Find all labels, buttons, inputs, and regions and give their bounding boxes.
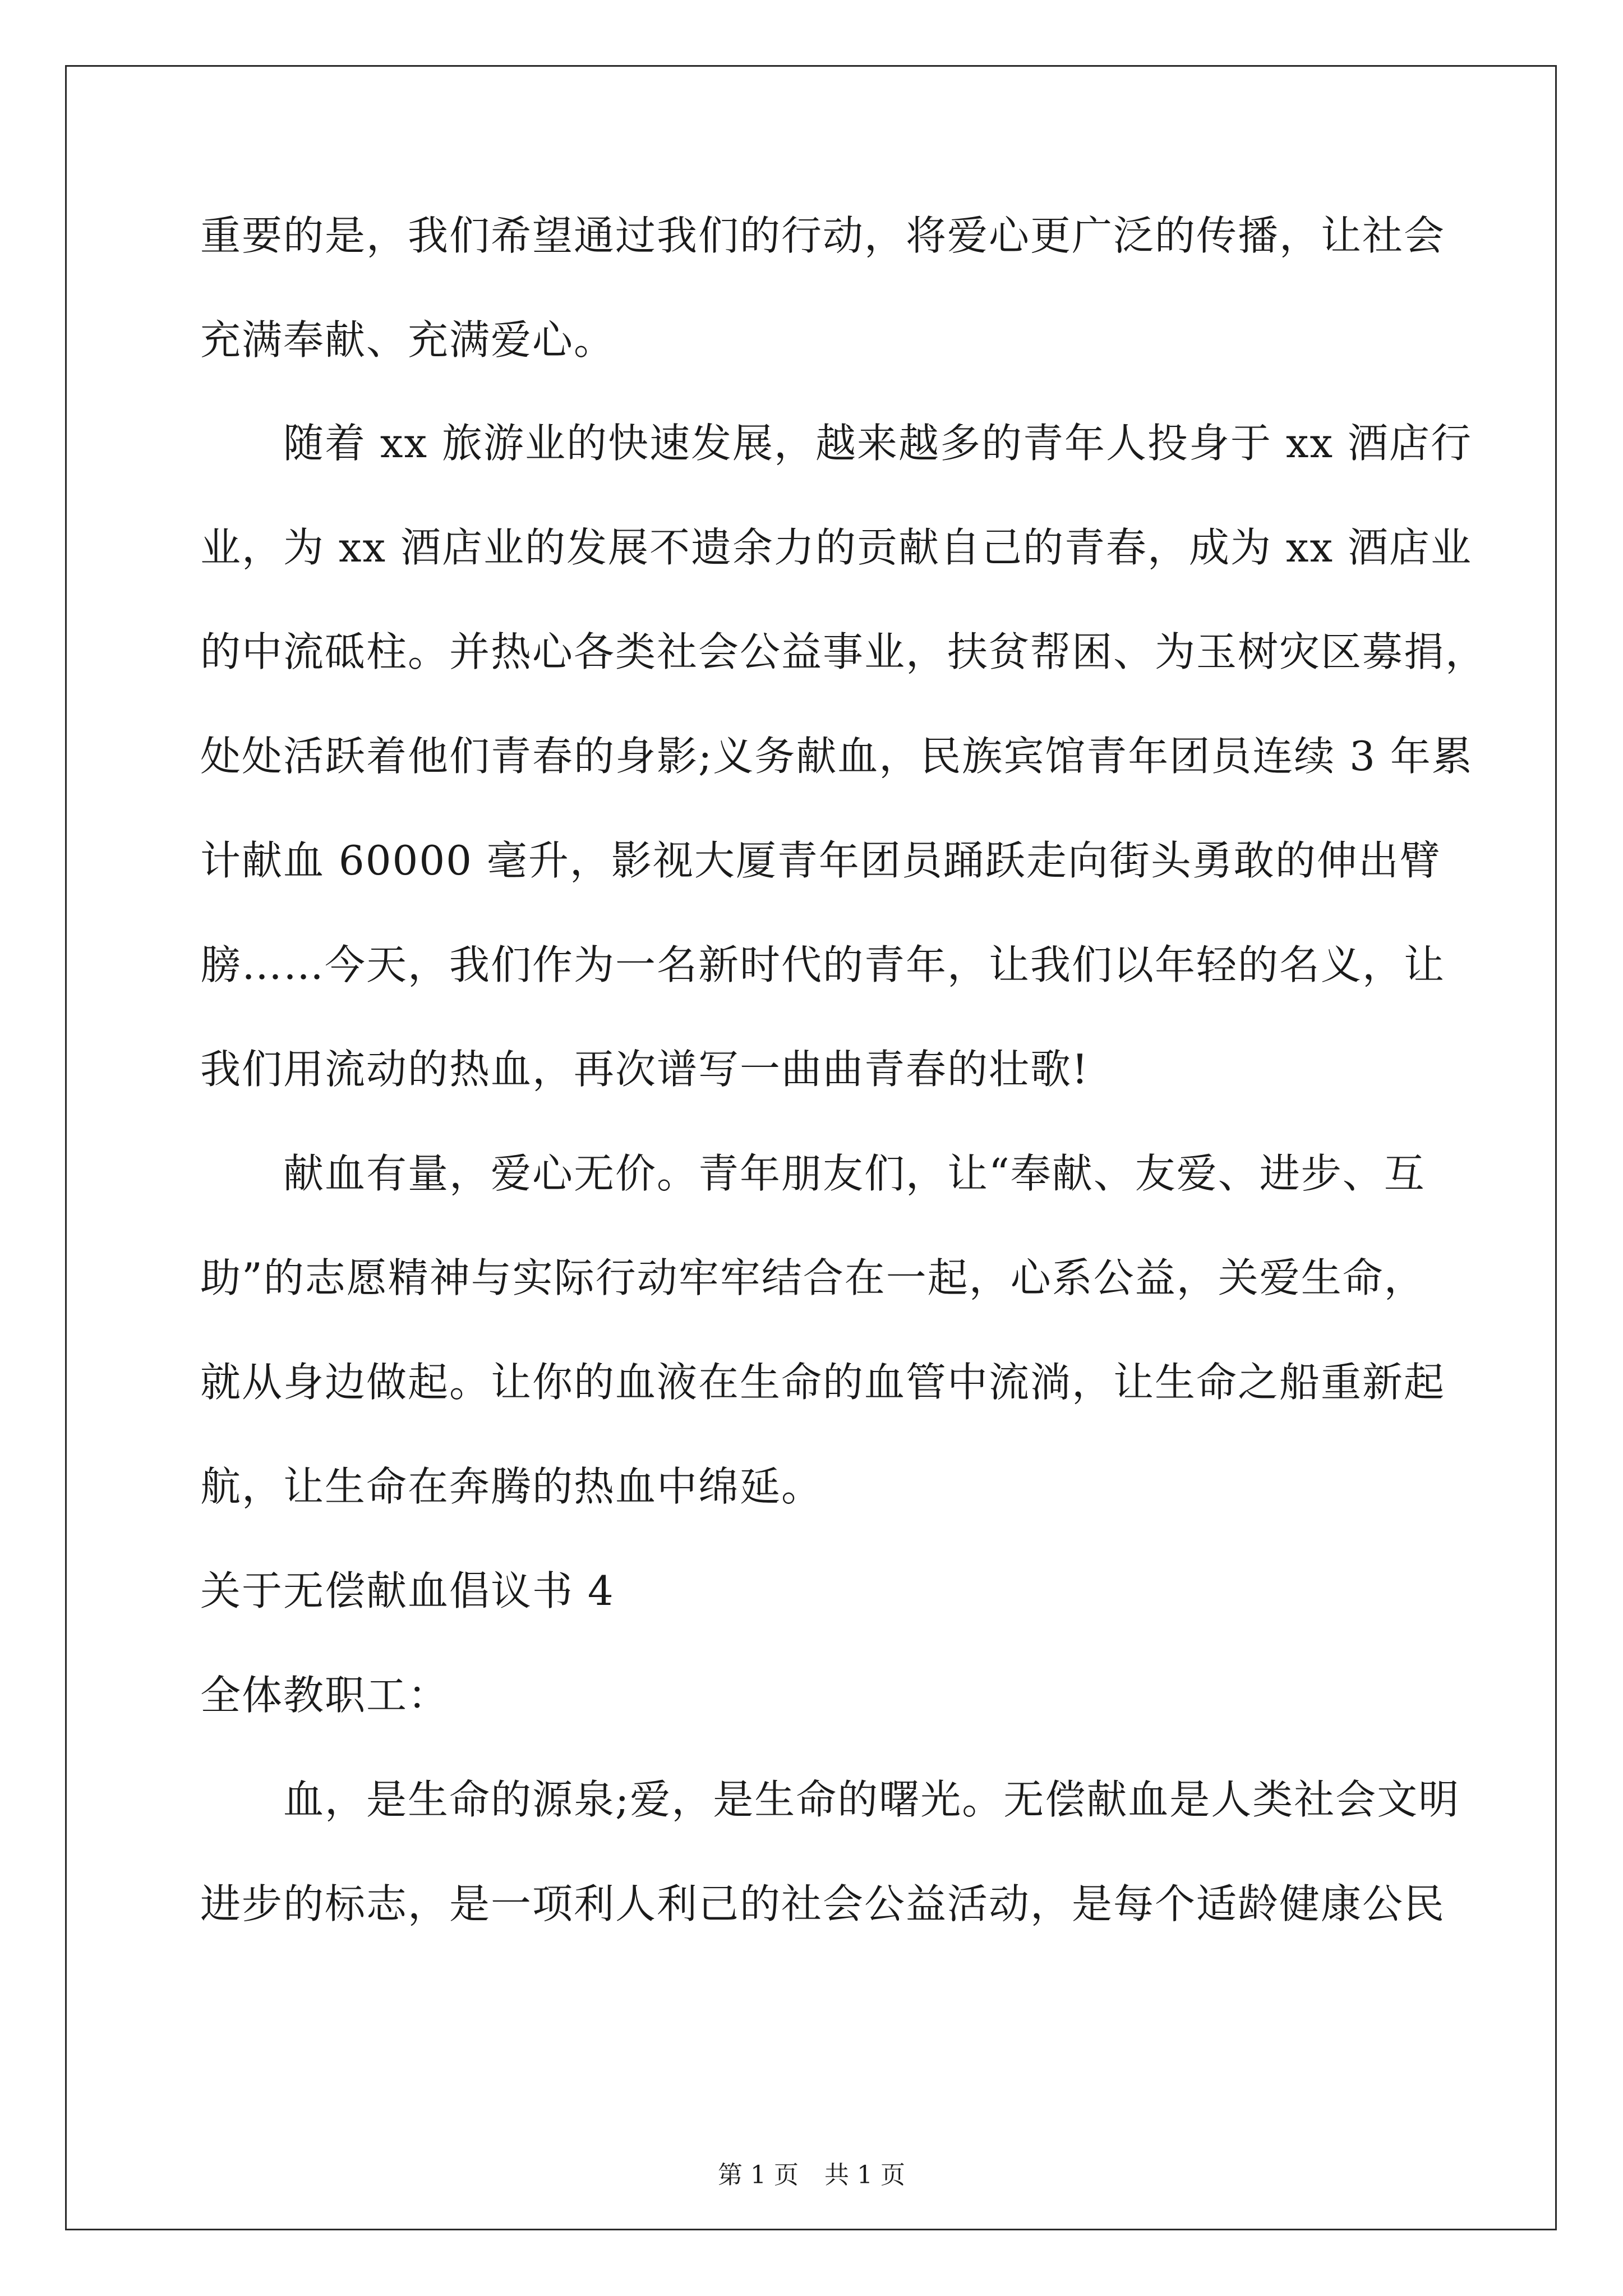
text-line: 就从身边做起。让你的血液在生命的血管中流淌，让生命之船重新起 — [200, 1359, 1446, 1406]
section-heading: 关于无偿献血倡议书 4 — [200, 1567, 615, 1614]
salutation: 全体教职工： — [200, 1672, 450, 1719]
text-line: 血，是生命的源泉;爱，是生命的曙光。无偿献血是人类社会文明 — [283, 1776, 1460, 1823]
text-line: 随着 xx 旅游业的快速发展，越来越多的青年人投身于 xx 酒店行 — [283, 420, 1472, 467]
text-line: 我们用流动的热血，再次谱写一曲曲青春的壮歌! — [200, 1046, 1089, 1093]
text-line: 重要的是，我们希望通过我们的行动，将爱心更广泛的传播，让社会 — [200, 212, 1446, 259]
text-line: 航，让生命在奔腾的热血中绵延。 — [200, 1463, 823, 1510]
text-line: 处处活跃着他们青春的身影;义务献血，民族宾馆青年团员连续 3 年累 — [200, 733, 1473, 780]
text-line: 业，为 xx 酒店业的发展不遗余力的贡献自己的青春，成为 xx 酒店业 — [200, 524, 1472, 571]
total-pages: 共 1 页 — [824, 2161, 905, 2189]
text-line: 进步的标志，是一项利人利己的社会公益活动，是每个适龄健康公民 — [200, 1880, 1446, 1927]
page-number: 第 1 页 — [718, 2161, 799, 2189]
text-line: 膀……今天，我们作为一名新时代的青年，让我们以年轻的名义，让 — [200, 941, 1446, 988]
text-line: 计献血 60000 毫升，影视大厦青年团员踊跃走向街头勇敢的伸出臂 — [200, 837, 1441, 884]
text-line: 献血有量，爱心无价。青年朋友们，让“奉献、友爱、进步、互 — [283, 1150, 1426, 1197]
page-footer — [0, 2160, 1623, 2191]
text-line: 的中流砥柱。并热心各类社会公益事业，扶贫帮困、为玉树灾区募捐， — [200, 628, 1487, 675]
text-line: 助”的志愿精神与实际行动牢牢结合在一起，心系公益，关爱生命， — [200, 1254, 1426, 1301]
text-line: 充满奉献、充满爱心。 — [200, 316, 616, 364]
